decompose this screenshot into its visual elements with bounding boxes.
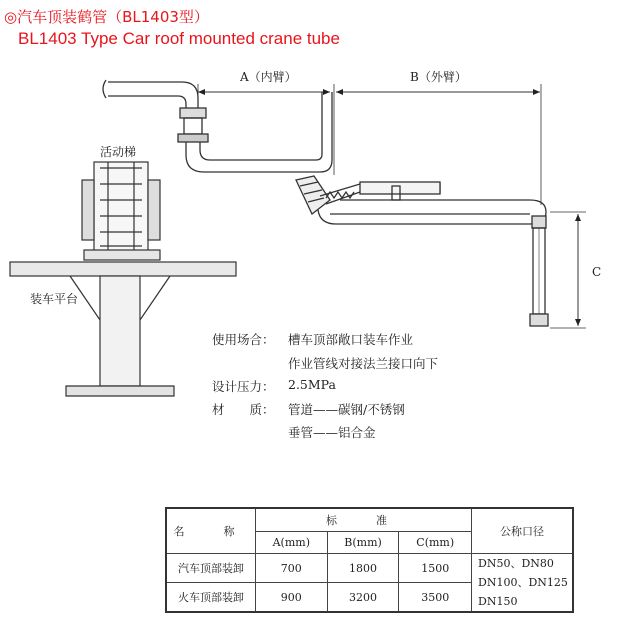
diameter-line: DN50、DN80 (478, 557, 554, 570)
row-b: 1800 (327, 554, 399, 583)
table-header-diameter: 公称口径 (472, 508, 574, 554)
material-line-2: 垂管——铝合金 (288, 425, 376, 440)
inlet-pipe (108, 82, 198, 108)
title-english: BL1403 Type Car roof mounted crane tube (18, 29, 340, 48)
material-label: 材 质： (212, 402, 275, 417)
platform-column (100, 276, 140, 386)
dimension-a-label: A（内臂） (240, 70, 297, 84)
table-col-c: C(mm) (399, 532, 472, 554)
pressure-label: 设计压力： (212, 379, 275, 394)
row-a: 900 (256, 583, 328, 613)
pressure-value: 2.5MPa (288, 377, 336, 392)
tube-tip (530, 314, 548, 326)
row-name: 火车顶部装卸 (166, 583, 256, 613)
material-line-1: 管道——碳钢/不锈钢 (288, 402, 405, 417)
swivel-joint (180, 108, 206, 118)
table-col-a: A(mm) (256, 532, 328, 554)
platform-label: 装车平台 (30, 292, 79, 306)
platform-deck (10, 262, 236, 276)
diameter-line: DN150 (478, 595, 518, 608)
diameter-line: DN100、DN125 (478, 576, 568, 589)
specification-table (165, 507, 574, 613)
use-label: 使用场合： (212, 332, 275, 347)
row-c: 3500 (399, 583, 472, 613)
use-line-1: 槽车顶部敞口装车作业 (288, 332, 414, 347)
swivel-joint (178, 134, 208, 142)
table-header-standard: 标 准 (256, 508, 472, 532)
swivel-joint (532, 216, 546, 228)
title-chinese: ◎汽车顶装鹤管（BL1403型） (4, 8, 209, 26)
dimension-b-label: B（外臂） (410, 70, 467, 84)
inlet-pipe (108, 96, 186, 108)
row-name: 汽车顶部装卸 (166, 554, 256, 583)
table-row (166, 554, 573, 583)
outer-arm (318, 200, 546, 224)
diameter-cell (472, 554, 574, 613)
use-line-2: 作业管线对接法兰接口向下 (288, 356, 439, 371)
row-a: 700 (256, 554, 328, 583)
row-b: 3200 (327, 583, 399, 613)
inner-arm (200, 92, 322, 160)
ladder (94, 162, 148, 252)
swivel-joint (184, 118, 202, 134)
table-header-name: 名 称 (166, 508, 256, 554)
dimension-c-label: C (592, 265, 602, 279)
ladder-label: 活动梯 (100, 145, 137, 159)
row-c: 1500 (399, 554, 472, 583)
table-col-b: B(mm) (327, 532, 399, 554)
